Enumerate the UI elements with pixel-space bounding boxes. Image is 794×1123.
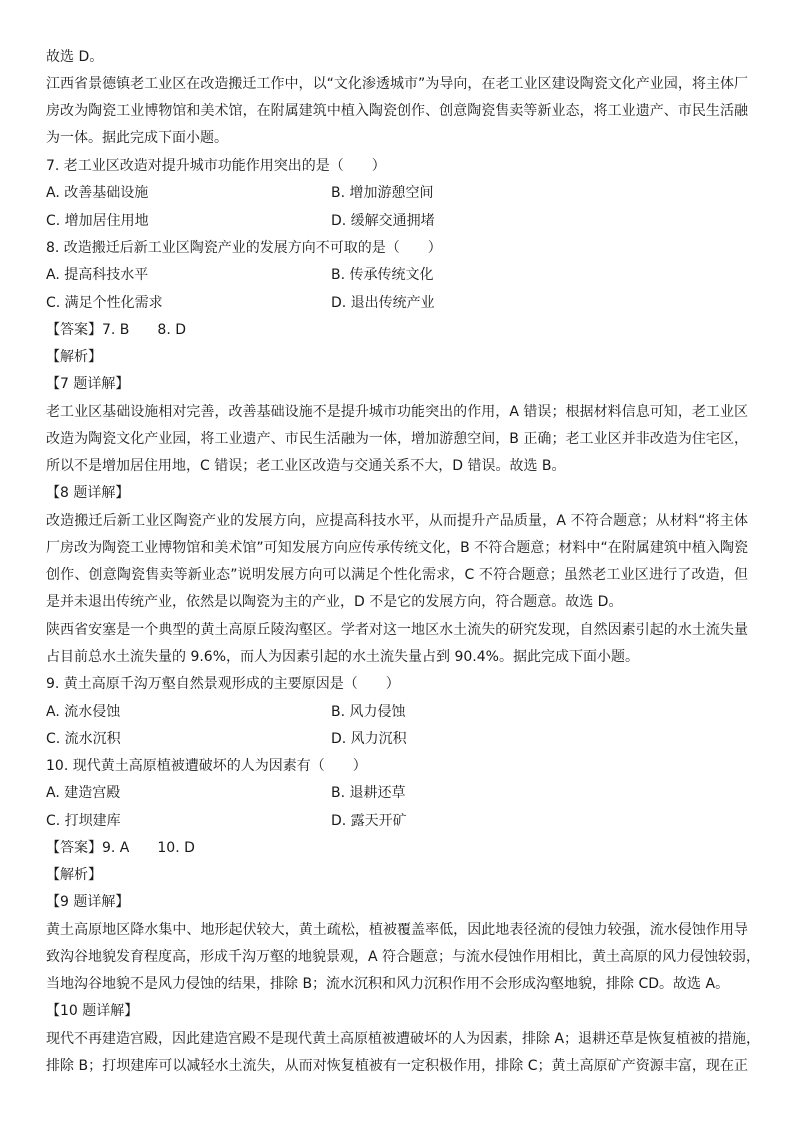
question-8: 8. 改造搬迁后新工业区陶瓷产业的发展方向不可取的是（ ） [46,240,442,256]
option-7b: B. 增加游憩空间 [331,185,434,201]
option-10c: C. 打坝建库 [46,813,121,829]
detail-heading-8: 【8 题详解】 [46,485,130,501]
option-9a: A. 流水侵蚀 [46,704,121,720]
answer-line: 【答案】7. B 8. D [46,322,186,338]
detail-heading-7: 【7 题详解】 [46,376,130,392]
text-line: 陕西省安塞是一个典型的黄土高原丘陵沟壑区。学者对这一地区水土流失的研究发现，自然因素引起的水土流失量 [46,622,748,638]
text-line: 改造搬迁后新工业区陶瓷产业的发展方向，应提高科技水平，从而提升产品质量，A 不符合题意；从材料“将主体 [46,513,748,529]
text-line: 为一体。据此完成下面小题。 [46,130,228,146]
question-10: 10. 现代黄土高原植被遭破坏的人为因素有（ ） [46,758,367,774]
text-line: 创作、创意陶瓷售卖等新业态”说明发展方向可以满足个性化需求，C 不符合题意；虽然老工业区进行了改造，但 [46,567,748,583]
text-line: 排除 B；打坝建库可以减轻水土流失，从而对恢复植被有一定积极作用，排除 C；黄土高原矿产资源丰富，现在正 [46,1058,748,1074]
answer-line: 【答案】9. A 10. D [46,840,195,856]
text-line: 现代不再建造宫殿，因此建造宫殿不是现代黄土高原植被遭破坏的人为因素，排除 A；退耕还草是恢复植被的措施， [46,1031,761,1047]
text-line: 所以不是增加居住用地，C 错误；老工业区改造与交通关系不大，D 错误。故选 B。 [46,458,566,474]
text-line: 厂房改为陶瓷工业博物馆和美术馆”可知发展方向应传承传统文化，B 不符合题意；材料中“在附属建筑中植入陶瓷 [46,540,748,556]
text-line: 占目前总水土流失量的 9.6%，而人为因素引起的水土流失量占到 90.4%。据此完成下面小题。 [46,649,639,665]
text-line: 老工业区基础设施相对完善，改善基础设施不是提升城市功能突出的作用，A 错误；根据材料信息可知，老工业区 [46,404,748,420]
option-7c: C. 增加居住用地 [46,213,149,229]
text-line: 房改为陶瓷工业博物馆和美术馆，在附属建筑中植入陶瓷创作、创意陶瓷售卖等新业态，将工业遗产、市民生活融 [46,103,748,119]
option-8d: D. 退出传统产业 [331,295,435,311]
option-9d: D. 风力沉积 [331,731,407,747]
text-line: 江西省景德镇老工业区在改造搬迁工作中，以“文化渗透城市”为导向，在老工业区建设陶瓷文化产业园，将主体厂 [46,76,748,92]
text-line: 黄土高原地区降水集中、地形起伏较大，黄土疏松，植被覆盖率低，因此地表径流的侵蚀力较强，流水侵蚀作用导 [46,922,748,938]
text-line: 当地沟谷地貌不是风力侵蚀的结果，排除 B；流水沉积和风力沉积作用不会形成沟壑地貌，排除 CD。故选 A。 [46,976,730,992]
detail-heading-9: 【9 题详解】 [46,894,130,910]
text-line: 致沟谷地貌发育程度高，形成千沟万壑的地貌景观，A 符合题意；与流水侵蚀作用相比，黄土高原的风力侵蚀较弱， [46,949,761,965]
text-line: 故选 D。 [46,49,104,65]
text-line: 是并未退出传统产业，依然是以陶瓷为主的产业，D 不是它的发展方向，符合题意。故选 D。 [46,594,623,610]
question-7: 7. 老工业区改造对提升城市功能作用突出的是（ ） [46,158,386,174]
question-9: 9. 黄土高原千沟万壑自然景观形成的主要原因是（ ） [46,676,400,692]
option-7a: A. 改善基础设施 [46,185,149,201]
option-9c: C. 流水沉积 [46,731,121,747]
option-10b: B. 退耕还草 [331,785,406,801]
analysis-heading: 【解析】 [46,349,102,365]
option-10a: A. 建造宫殿 [46,785,121,801]
text-line: 改造为陶瓷文化产业园，将工业遗产、市民生活融为一体，增加游憩空间，B 正确；老工业区并非改造为住宅区， [46,431,748,447]
analysis-heading: 【解析】 [46,867,102,883]
option-7d: D. 缓解交通拥堵 [331,213,435,229]
detail-heading-10: 【10 题详解】 [46,1003,139,1019]
option-8c: C. 满足个性化需求 [46,295,163,311]
option-10d: D. 露天开矿 [331,813,407,829]
option-9b: B. 风力侵蚀 [331,704,406,720]
option-8b: B. 传承传统文化 [331,267,434,283]
option-8a: A. 提高科技水平 [46,267,149,283]
